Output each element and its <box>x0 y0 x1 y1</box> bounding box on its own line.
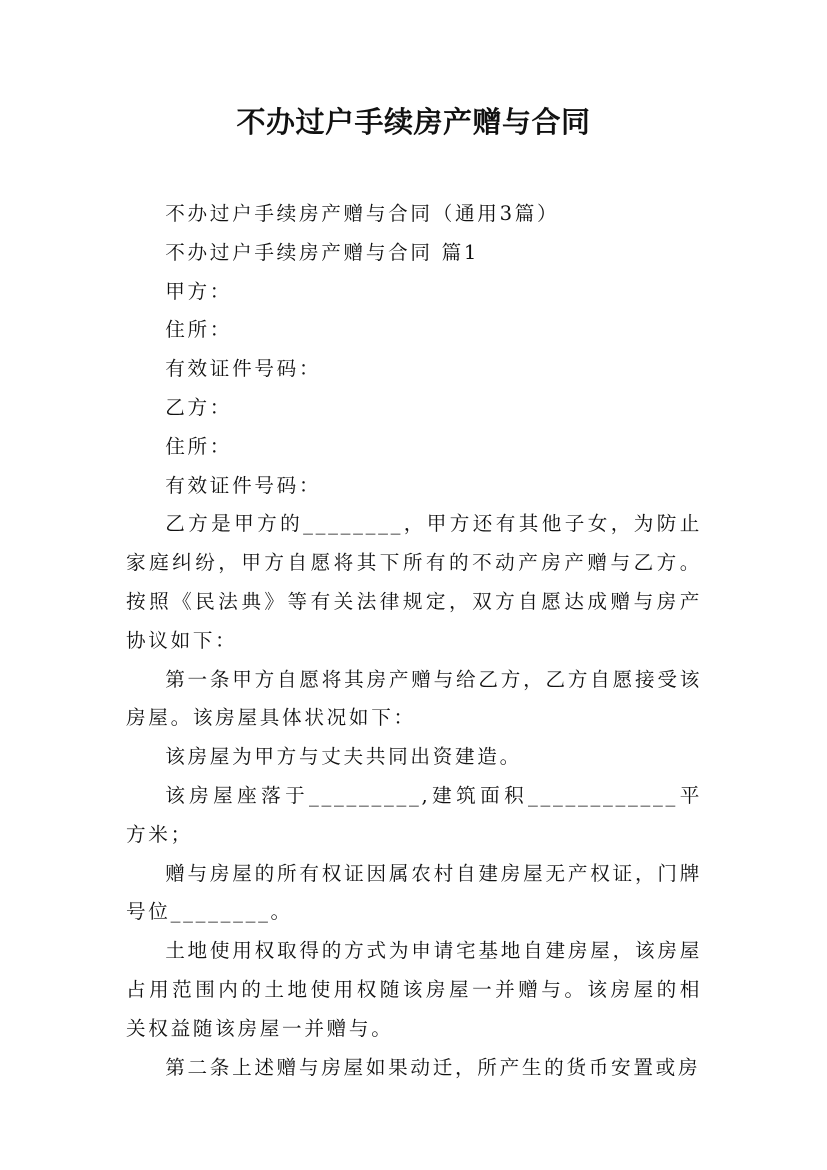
house-funding-paragraph: 该房屋为甲方与丈夫共同出资建造。 <box>165 745 522 769</box>
section-heading: 不办过户手续房产赠与合同 篇1 <box>165 240 480 264</box>
party-b-address: 住所： <box>165 434 233 458</box>
article-2-paragraph: 第二条上述赠与房屋如果动迁，所产生的货币安置或房 <box>165 1055 701 1079</box>
ownership-certificate-paragraph: 赠与房屋的所有权证因属农村自建房屋无产权证，门牌号位________。 <box>126 861 702 924</box>
party-a-id-number: 有效证件号码： <box>165 357 322 381</box>
house-location-paragraph: 该房屋座落于_________,建筑面积____________平方米； <box>126 783 702 846</box>
land-use-right-paragraph: 土地使用权取得的方式为申请宅基地自建房屋，该房屋占用范围内的土地使用权随该房屋一并赠与。该房屋的相关权益随该房屋一并赠与。 <box>126 939 702 1040</box>
document-title: 不办过户手续房产赠与合同 <box>236 105 591 139</box>
article-1-paragraph: 第一条甲方自愿将其房产赠与给乙方，乙方自愿接受该房屋。该房屋具体状况如下： <box>126 667 702 730</box>
document-subtitle: 不办过户手续房产赠与合同（通用3篇） <box>165 202 560 225</box>
document-body <box>126 195 702 1087</box>
party-b-label: 乙方： <box>165 395 233 419</box>
party-a-label: 甲方： <box>165 279 233 303</box>
party-a-address: 住所： <box>165 318 233 342</box>
preamble-paragraph: 乙方是甲方的________，甲方还有其他子女，为防止家庭纠纷，甲方自愿将其下所有的不动产房产赠与乙方。按照《民法典》等有关法律规定，双方自愿达成赠与房产协议如下： <box>126 512 702 652</box>
party-b-id-number: 有效证件号码： <box>165 473 322 497</box>
